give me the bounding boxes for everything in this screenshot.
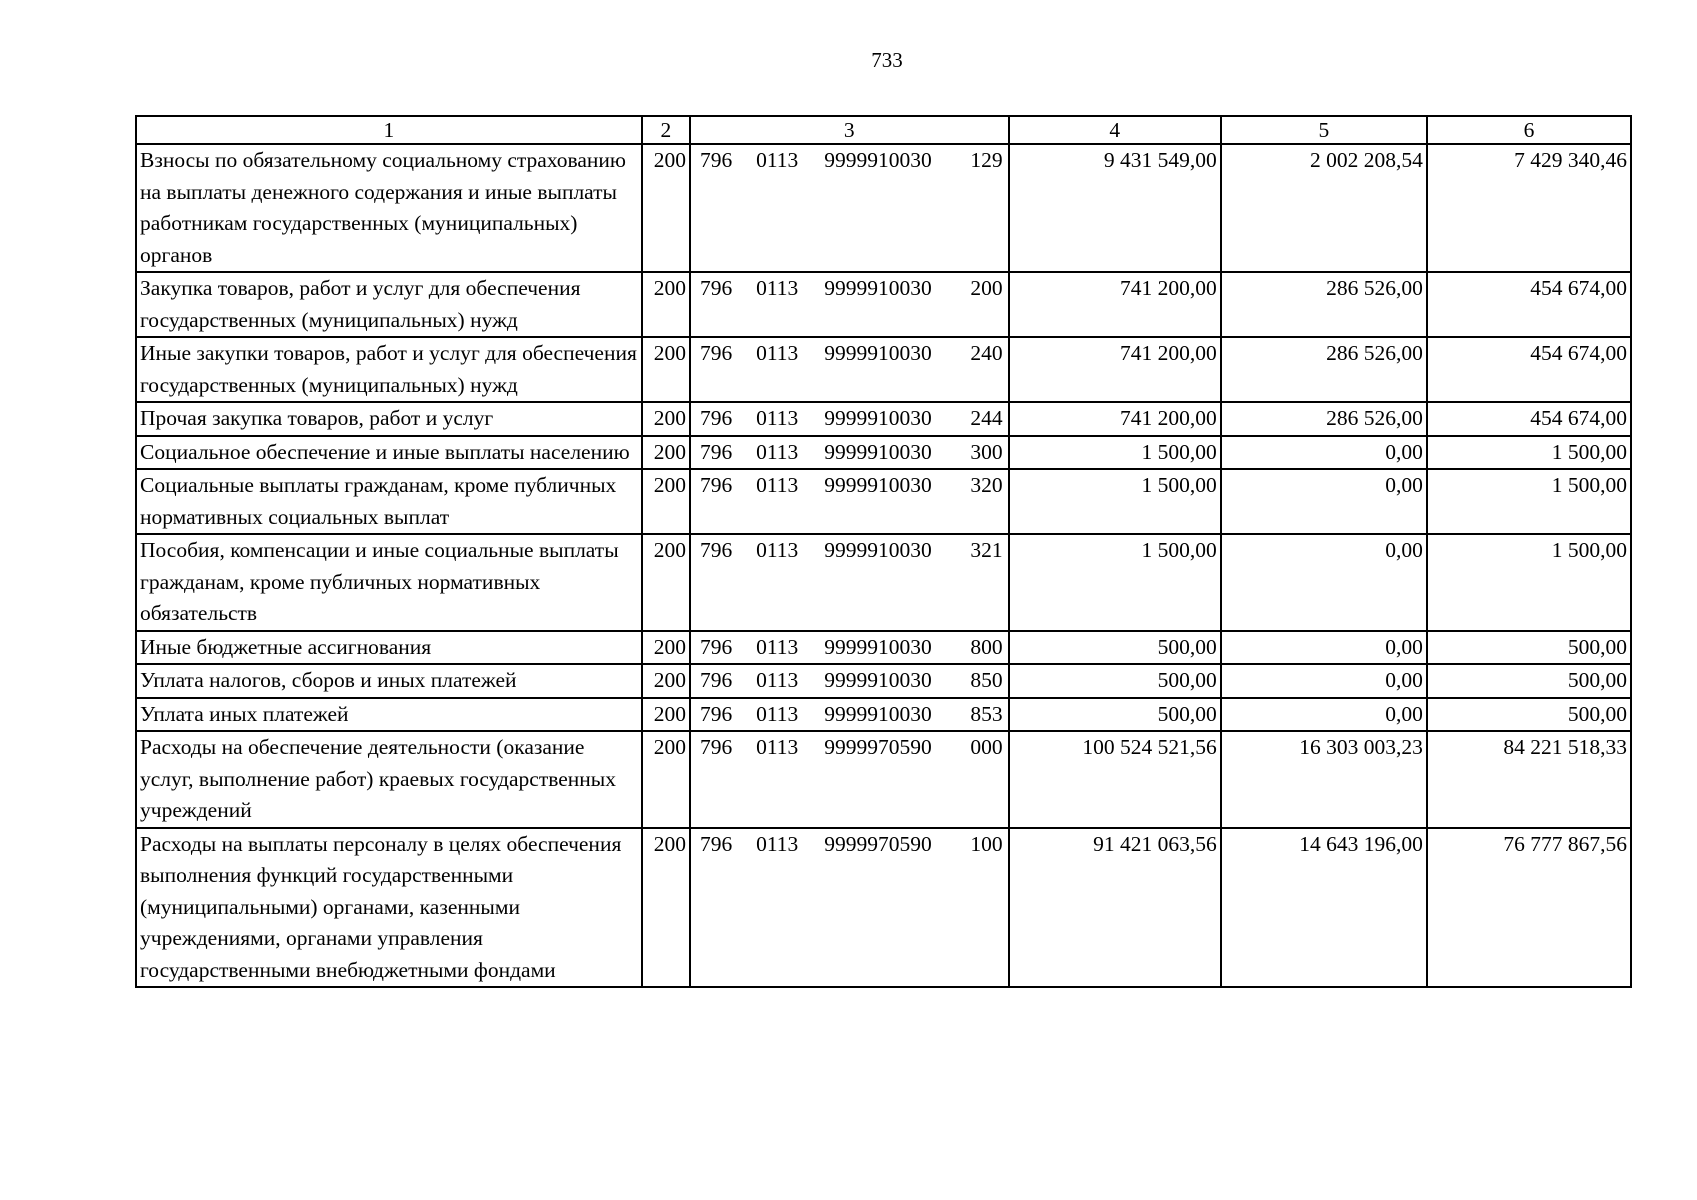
row-executed-amount: 14 643 196,00 [1221, 828, 1427, 988]
row-expense-type-code: 000 [970, 735, 1003, 759]
row-plan-amount: 741 200,00 [1009, 337, 1221, 402]
row-description: Прочая закупка товаров, работ и услуг [136, 402, 642, 436]
row-target-code: 9999910030 [824, 473, 932, 497]
row-expense-type-code: 240 [970, 341, 1003, 365]
row-expense-type-code: 200 [970, 276, 1003, 300]
row-target-code: 9999910030 [824, 148, 932, 172]
row-classification-code [690, 144, 1009, 272]
row-classification-code [690, 337, 1009, 402]
row-target-code: 9999970590 [824, 735, 932, 759]
row-section-code: 0113 [756, 701, 799, 726]
row-executed-amount: 16 303 003,23 [1221, 731, 1427, 828]
row-executed-amount: 2 002 208,54 [1221, 144, 1427, 272]
row-plan-amount: 741 200,00 [1009, 272, 1221, 337]
row-chapter-code: 796 [699, 148, 733, 172]
row-chapter-code: 796 [699, 406, 733, 430]
row-remainder-amount: 454 674,00 [1427, 337, 1631, 402]
table-row [136, 664, 1631, 698]
row-remainder-amount: 500,00 [1427, 664, 1631, 698]
row-expense-type-code: 300 [970, 439, 1003, 464]
row-plan-amount: 9 431 549,00 [1009, 144, 1221, 272]
row-admin-code: 200 [642, 631, 690, 665]
row-plan-amount: 1 500,00 [1009, 469, 1221, 534]
row-section-code: 0113 [756, 634, 799, 659]
row-chapter-code: 796 [699, 439, 733, 464]
page-number: 733 [871, 48, 903, 72]
table-row [136, 731, 1631, 828]
row-expense-type-code: 100 [970, 831, 1003, 856]
row-classification-code [690, 402, 1009, 436]
row-description: Иные закупки товаров, работ и услуг для обеспечения государственных (муниципальных) нужд [136, 337, 642, 402]
row-plan-amount: 500,00 [1009, 664, 1221, 698]
table-row [136, 402, 1631, 436]
row-target-code: 9999910030 [824, 634, 932, 659]
row-target-code: 9999910030 [824, 341, 932, 365]
row-section-code: 0113 [756, 406, 799, 430]
table-row [136, 272, 1631, 337]
row-remainder-amount: 500,00 [1427, 631, 1631, 665]
row-plan-amount: 741 200,00 [1009, 402, 1221, 436]
table-row [136, 534, 1631, 631]
row-plan-amount: 100 524 521,56 [1009, 731, 1221, 828]
row-description: Уплата иных платежей [136, 698, 642, 732]
row-remainder-amount: 1 500,00 [1427, 436, 1631, 470]
row-plan-amount: 500,00 [1009, 698, 1221, 732]
header-cell: 5 [1221, 116, 1427, 144]
header-cell: 1 [136, 116, 642, 144]
row-classification-code [690, 828, 1009, 988]
row-chapter-code: 796 [699, 276, 733, 300]
row-executed-amount: 0,00 [1221, 664, 1427, 698]
row-remainder-amount: 454 674,00 [1427, 272, 1631, 337]
row-admin-code: 200 [642, 469, 690, 534]
row-executed-amount: 0,00 [1221, 469, 1427, 534]
row-executed-amount: 0,00 [1221, 534, 1427, 631]
row-remainder-amount: 454 674,00 [1427, 402, 1631, 436]
row-description: Уплата налогов, сборов и иных платежей [136, 664, 642, 698]
row-executed-amount: 286 526,00 [1221, 402, 1427, 436]
row-expense-type-code: 853 [970, 701, 1003, 726]
row-admin-code: 200 [642, 828, 690, 988]
row-section-code: 0113 [756, 735, 799, 759]
header-cell: 4 [1009, 116, 1221, 144]
row-target-code: 9999970590 [824, 831, 932, 856]
header-cell: 6 [1427, 116, 1631, 144]
row-classification-code [690, 534, 1009, 631]
header-cell: 3 [690, 116, 1009, 144]
row-chapter-code: 796 [699, 831, 733, 856]
row-admin-code: 200 [642, 664, 690, 698]
row-plan-amount: 500,00 [1009, 631, 1221, 665]
table-row [136, 828, 1631, 988]
row-target-code: 9999910030 [824, 439, 932, 464]
row-description: Иные бюджетные ассигнования [136, 631, 642, 665]
table-row [136, 698, 1631, 732]
row-expense-type-code: 850 [970, 668, 1003, 692]
row-expense-type-code: 244 [970, 406, 1003, 430]
row-executed-amount: 286 526,00 [1221, 337, 1427, 402]
row-description: Расходы на обеспечение деятельности (оказание услуг, выполнение работ) краевых государственных учреждений [136, 731, 642, 828]
row-classification-code [690, 469, 1009, 534]
row-classification-code [690, 631, 1009, 665]
table-row [136, 631, 1631, 665]
table-row [136, 337, 1631, 402]
row-section-code: 0113 [756, 473, 799, 497]
row-executed-amount: 0,00 [1221, 436, 1427, 470]
row-remainder-amount: 500,00 [1427, 698, 1631, 732]
row-chapter-code: 796 [699, 473, 733, 497]
row-admin-code: 200 [642, 698, 690, 732]
row-admin-code: 200 [642, 534, 690, 631]
row-description: Пособия, компенсации и иные социальные выплаты гражданам, кроме публичных нормативных обязательств [136, 534, 642, 631]
row-plan-amount: 91 421 063,56 [1009, 828, 1221, 988]
row-section-code: 0113 [756, 148, 799, 172]
row-section-code: 0113 [756, 276, 799, 300]
row-section-code: 0113 [756, 439, 799, 464]
row-plan-amount: 1 500,00 [1009, 534, 1221, 631]
table-row [136, 436, 1631, 470]
row-section-code: 0113 [756, 831, 799, 856]
row-expense-type-code: 129 [970, 148, 1003, 172]
table-row [136, 469, 1631, 534]
row-description: Социальные выплаты гражданам, кроме публичных нормативных социальных выплат [136, 469, 642, 534]
row-remainder-amount: 7 429 340,46 [1427, 144, 1631, 272]
row-target-code: 9999910030 [824, 276, 932, 300]
row-description: Социальное обеспечение и иные выплаты населению [136, 436, 642, 470]
row-remainder-amount: 76 777 867,56 [1427, 828, 1631, 988]
row-remainder-amount: 84 221 518,33 [1427, 731, 1631, 828]
header-cell: 2 [642, 116, 690, 144]
row-section-code: 0113 [756, 538, 799, 562]
row-executed-amount: 0,00 [1221, 698, 1427, 732]
row-classification-code [690, 664, 1009, 698]
row-expense-type-code: 800 [970, 634, 1003, 659]
row-section-code: 0113 [756, 341, 799, 365]
row-admin-code: 200 [642, 402, 690, 436]
row-admin-code: 200 [642, 144, 690, 272]
row-classification-code [690, 436, 1009, 470]
row-admin-code: 200 [642, 337, 690, 402]
header-row [136, 116, 1631, 144]
row-executed-amount: 0,00 [1221, 631, 1427, 665]
row-remainder-amount: 1 500,00 [1427, 469, 1631, 534]
row-chapter-code: 796 [699, 538, 733, 562]
row-chapter-code: 796 [699, 634, 733, 659]
row-target-code: 9999910030 [824, 701, 932, 726]
row-description: Взносы по обязательному социальному страхованию на выплаты денежного содержания и иные выплаты работникам государственных (муниципальных) органов [136, 144, 642, 272]
row-remainder-amount: 1 500,00 [1427, 534, 1631, 631]
row-description: Закупка товаров, работ и услуг для обеспечения государственных (муниципальных) нужд [136, 272, 642, 337]
budget-table [135, 115, 1632, 988]
row-classification-code [690, 698, 1009, 732]
row-chapter-code: 796 [699, 668, 733, 692]
row-admin-code: 200 [642, 731, 690, 828]
row-expense-type-code: 321 [970, 538, 1003, 562]
table-row [136, 144, 1631, 272]
row-executed-amount: 286 526,00 [1221, 272, 1427, 337]
row-admin-code: 200 [642, 436, 690, 470]
row-chapter-code: 796 [699, 701, 733, 726]
row-admin-code: 200 [642, 272, 690, 337]
row-target-code: 9999910030 [824, 538, 932, 562]
row-chapter-code: 796 [699, 735, 733, 759]
row-classification-code [690, 272, 1009, 337]
row-target-code: 9999910030 [824, 406, 932, 430]
row-expense-type-code: 320 [970, 473, 1003, 497]
row-description: Расходы на выплаты персоналу в целях обеспечения выполнения функций государственными (муниципальными) органами, казенными учреждениями, органами управления государственными внебюджетными фондами [136, 828, 642, 988]
row-chapter-code: 796 [699, 341, 733, 365]
row-target-code: 9999910030 [824, 668, 932, 692]
row-section-code: 0113 [756, 668, 799, 692]
row-plan-amount: 1 500,00 [1009, 436, 1221, 470]
row-classification-code [690, 731, 1009, 828]
